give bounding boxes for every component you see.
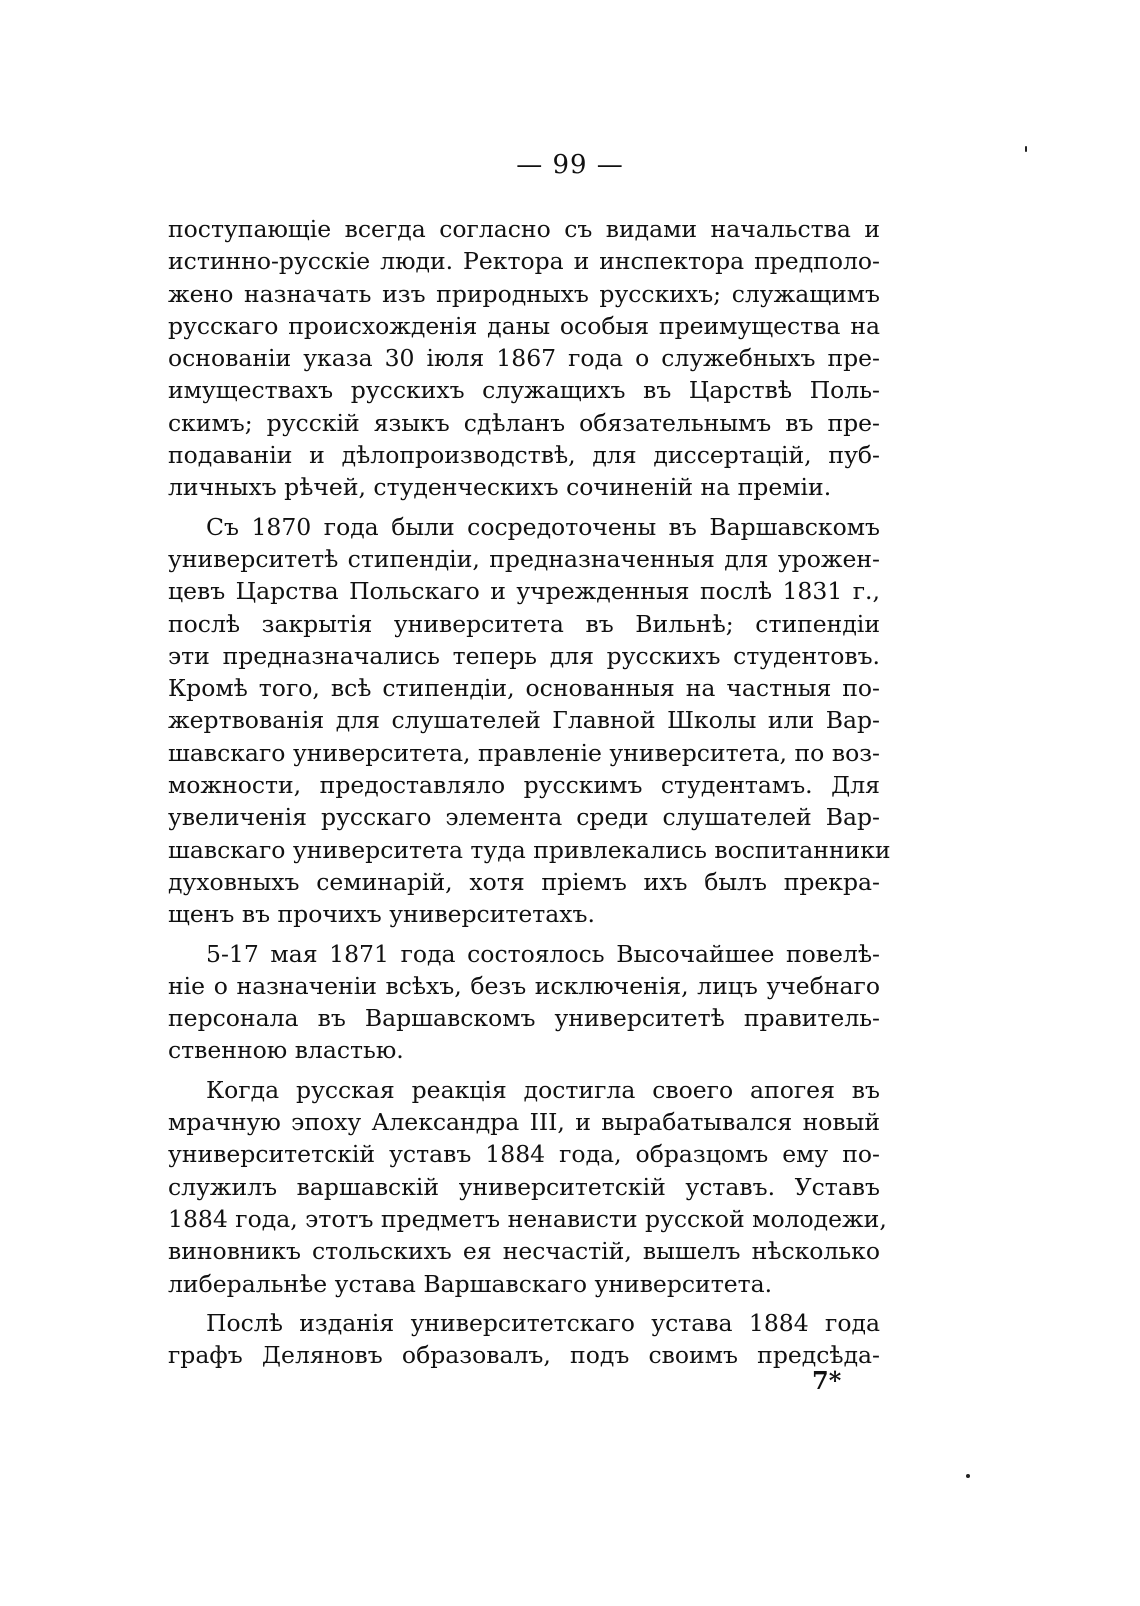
text-line: 5-17 мая 1871 года состоялось Высочайшее повелѣ-: [206, 939, 880, 968]
paragraph: [168, 511, 891, 931]
paragraph: [168, 1307, 880, 1372]
scan-speck: [966, 1474, 970, 1478]
paragraph: [168, 213, 880, 504]
text-line: можности, предоставляло русскимъ студентамъ. Для: [168, 771, 880, 800]
text-line: жертвованія для слушателей Главной Школы или Вар-: [168, 706, 880, 735]
body-text: [168, 213, 891, 1371]
text-line: личныхъ рѣчей, студенческихъ сочиненій на преміи.: [168, 473, 832, 502]
text-line: университетѣ стипендіи, предназначенныя для урожен-: [168, 544, 880, 573]
text-line: скимъ; русскій языкъ сдѣланъ обязательнымъ въ пре-: [168, 408, 880, 437]
text-line: ніе о назначеніи всѣхъ, безъ исключенія, лицъ учебнаго: [168, 971, 880, 1000]
paragraph: [168, 1074, 887, 1300]
page-number: — 99 —: [516, 150, 624, 180]
text-line: Когда русская реакція достигла своего апогея въ: [206, 1075, 880, 1104]
text-line: мрачную эпоху Александра III, и вырабатывался новый: [168, 1108, 880, 1137]
text-line: виновникъ стольскихъ ея несчастій, вышелъ нѣсколько: [168, 1237, 880, 1266]
text-line: основаніи указа 30 іюля 1867 года о служебныхъ пре-: [168, 344, 880, 373]
text-line: цевъ Царства Польскаго и учрежденныя послѣ 1831 г.,: [168, 577, 880, 606]
text-line: либеральнѣе устава Варшавскаго университета.: [168, 1269, 773, 1298]
text-line: университетскій уставъ 1884 года, образцомъ ему по-: [168, 1140, 880, 1169]
text-line: истинно-русскіе люди. Ректора и инспектора предполо-: [168, 247, 880, 276]
text-line: Послѣ изданія университетскаго устава 1884 года: [206, 1308, 880, 1337]
text-line: русскаго происхожденія даны особыя преимущества на: [168, 311, 880, 340]
text-line: служилъ варшавскій университетскій уставъ. Уставъ: [168, 1172, 880, 1201]
text-line: ственною властью.: [168, 1036, 404, 1065]
text-line: подаваніи и дѣлопроизводствѣ, для диссертацій, пуб-: [168, 441, 880, 470]
text-line: 1884 года, этотъ предметъ ненависти русской молодежи,: [168, 1204, 887, 1233]
text-line: эти предназначались теперь для русскихъ студентовъ.: [168, 641, 880, 670]
text-line: имуществахъ русскихъ служащихъ въ Царствѣ Поль-: [168, 376, 880, 405]
text-line: щенъ въ прочихъ университетахъ.: [168, 900, 595, 929]
text-line: Съ 1870 года были сосредоточены въ Варшавскомъ: [206, 512, 880, 541]
text-line: послѣ закрытія университета въ Вильнѣ; стипендіи: [168, 609, 880, 638]
text-line: жено назначать изъ природныхъ русскихъ; служащимъ: [168, 279, 880, 308]
text-line: Кромѣ того, всѣ стипендіи, основанныя на частныя по-: [168, 674, 880, 703]
text-line: поступающіе всегда согласно съ видами начальства и: [168, 215, 880, 243]
printer-signature-mark: 7*: [812, 1366, 842, 1395]
text-line: шавскаго университета туда привлекались воспитанники: [168, 835, 891, 864]
text-line: шавскаго университета, правленіе университета, по воз-: [168, 738, 880, 767]
text-line: увеличенія русскаго элемента среди слушателей Вар-: [168, 803, 880, 832]
text-line: графъ Деляновъ образовалъ, подъ своимъ предсѣда-: [168, 1341, 880, 1370]
text-line: духовныхъ семинарій, хотя пріемъ ихъ былъ прекра-: [168, 867, 880, 896]
paragraph: [168, 938, 880, 1067]
text-line: персонала въ Варшавскомъ университетѣ правитель-: [168, 1004, 880, 1033]
